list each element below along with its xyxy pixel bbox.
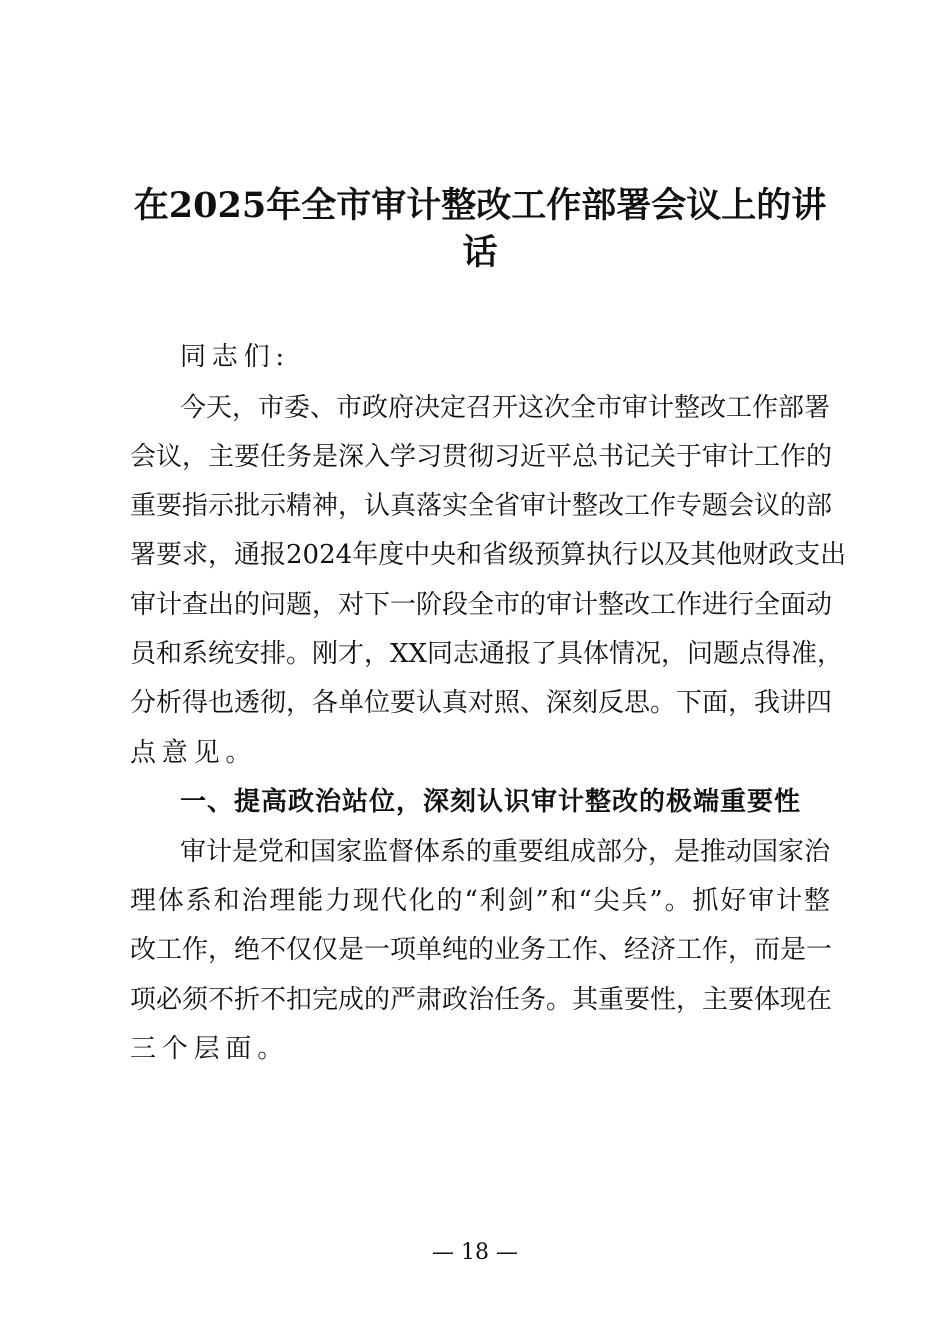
section-heading: 一、提高政治站位，深刻认识审计整改的极端重要性 — [180, 787, 802, 817]
title-line-2: 话 — [462, 232, 498, 273]
paragraph-line: 会议，主要任务是深入学习贯彻习近平总书记关于审计工作的 — [130, 442, 833, 472]
paragraph-line: 分析得也透彻，各单位要认真对照、深刻反思。下面，我讲四 — [130, 688, 833, 718]
paragraph-line: 三个层面。 — [130, 1034, 290, 1064]
page-number: — 18 — — [432, 1240, 518, 1265]
paragraph-line: 理体系和治理能力现代化的“利剑”和“尖兵”。抓好审计整 — [130, 886, 830, 916]
paragraph-line: 点意见。 — [130, 738, 258, 768]
salutation: 同志们: — [180, 342, 290, 372]
paragraph-line: 改工作，绝不仅仅是一项单纯的业务工作、经济工作，而是一 — [130, 935, 833, 965]
paragraph-line: 审计查出的问题，对下一阶段全市的审计整改工作进行全面动 — [130, 590, 833, 620]
paragraph-line: 审计是党和国家监督体系的重要组成部分，是推动国家治 — [180, 837, 831, 867]
document-title — [120, 182, 840, 276]
paragraph-line: 今天，市委、市政府决定召开这次全市审计整改工作部署 — [180, 393, 831, 423]
paragraph-line: 重要指示批示精神，认真落实全省审计整改工作专题会议的部 — [130, 491, 833, 521]
paragraph-line: 员和系统安排。刚才，XX同志通报了具体情况，问题点得准， — [130, 639, 844, 669]
title-line-1: 在2025年全市审计整改工作部署会议上的讲 — [133, 185, 827, 226]
paragraph-line: 项必须不折不扣完成的严肃政治任务。其重要性，主要体现在 — [130, 985, 833, 1015]
paragraph-line: 署要求，通报2024年度中央和省级预算执行以及其他财政支出 — [130, 540, 847, 570]
